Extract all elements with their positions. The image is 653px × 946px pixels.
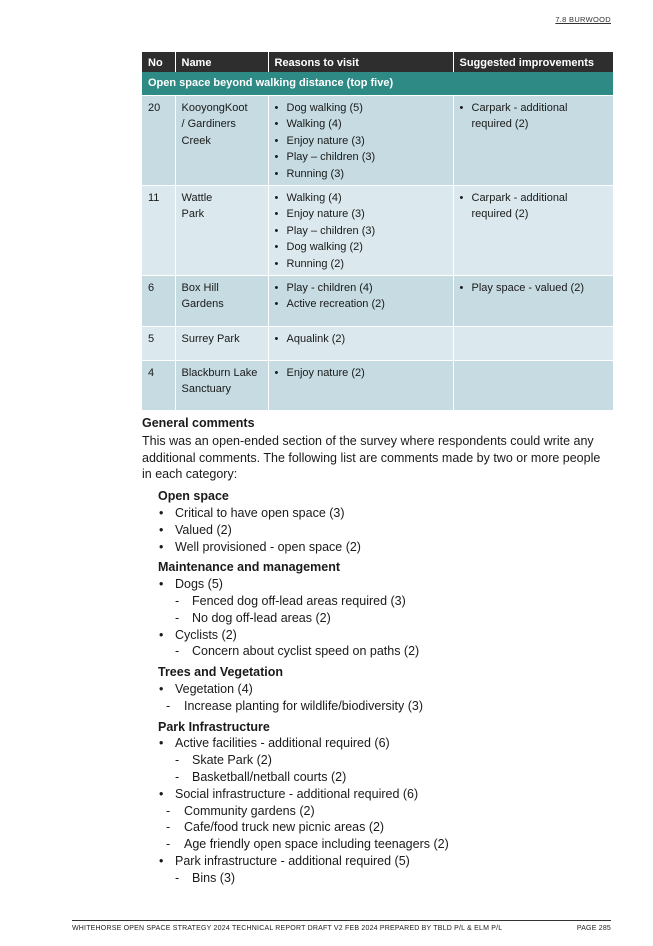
table-row [142,275,613,326]
list-item: • Social infrastructure - additional required (6) [142,786,612,803]
name-line: Park [181,208,205,221]
sub-list-item: - Cafe/food truck new picnic areas (2) [142,819,612,836]
reason-item: • Dog walking (5) [275,100,447,117]
column-header-reasons: Reasons to visit [268,52,453,72]
name-line: KooyongKoot [181,101,248,114]
cell-reasons [268,95,453,185]
cell-improvements [453,185,613,275]
list-item: • Active facilities - additional required (6) [142,735,612,752]
reason-item: • Running (2) [275,256,447,273]
reason-item: • Dog walking (2) [275,239,447,256]
section-row [142,72,613,95]
list-item: • Well provisioned - open space (2) [142,539,612,556]
cell-name [175,95,268,185]
cell-name [175,185,268,275]
cell-improvements [453,360,613,410]
open-space-list [142,505,612,555]
maintenance-heading: Maintenance and management [158,560,340,575]
table-row [142,185,613,275]
cell-reasons [268,275,453,326]
name-line: Gardens [181,298,224,311]
sub-list-item: - Community gardens (2) [142,803,612,820]
column-header-no: No [142,52,175,72]
cell-reasons [268,326,453,360]
improvement-item: • Carpark - additional required (2) [460,190,608,223]
maintenance-list [142,576,612,660]
reason-item: • Enjoy nature (2) [275,365,447,382]
footer-document-info: WHITEHORSE OPEN SPACE STRATEGY 2024 TECHNICAL REPORT DRAFT V2 FEB 2024 PREPARED BY TBLD P/L & ELM P/L [72,925,503,932]
table-row [142,326,613,360]
table-header-row [142,52,613,72]
general-comments-intro: This was an open-ended section of the survey where respondents could write any additional comments. The following list are comments made by two or more people in each category: [142,433,601,482]
reason-item: • Enjoy nature (3) [275,206,447,223]
reason-item: • Play – children (3) [275,223,447,240]
general-comments-title: General comments [142,416,255,430]
reason-item: • Running (3) [275,166,447,183]
table-row [142,360,613,410]
sub-list-item: - Age friendly open space including teenagers (2) [142,836,612,853]
list-item: • Vegetation (4) [142,681,612,698]
list-item: • Dogs (5) [142,576,612,593]
cell-improvements [453,95,613,185]
name-line: Surrey Park [181,332,240,345]
general-comments-section [142,415,612,887]
reason-item: • Play - children (4) [275,280,447,297]
name-line: Wattle [181,191,213,204]
open-space-heading: Open space [158,489,229,504]
trees-heading: Trees and Vegetation [158,665,284,680]
list-item: • Park infrastructure - additional required (5) [142,853,612,870]
reason-item: • Walking (4) [275,116,447,133]
list-item: • Valued (2) [142,522,612,539]
name-line: Box Hill [181,281,219,294]
column-header-name: Name [175,52,268,72]
cell-no: 4 [142,360,175,410]
reason-item: • Enjoy nature (3) [275,133,447,150]
reason-item: • Walking (4) [275,190,447,207]
page-number: PAGE 285 [576,925,611,932]
cell-reasons [268,360,453,410]
cell-name [175,326,268,360]
cell-reasons [268,185,453,275]
name-line: Blackburn Lake [181,366,258,379]
list-item: • Cyclists (2) [142,627,612,644]
page-footer [72,920,611,932]
infrastructure-list [142,735,612,886]
name-line: Sanctuary [181,383,232,396]
sub-list-item: - Bins (3) [142,870,612,887]
improvement-item: • Play space - valued (2) [460,280,608,297]
section-reference: 7.8 BURWOOD [555,15,611,24]
sub-list-item: - Basketball/netball courts (2) [142,769,612,786]
name-line: Creek [181,134,211,147]
sub-list-item: - Skate Park (2) [142,752,612,769]
list-item: • Critical to have open space (3) [142,505,612,522]
sub-list-item: - No dog off-lead areas (2) [142,610,612,627]
name-line: / Gardiners [181,118,236,131]
cell-no: 6 [142,275,175,326]
improvement-item: • Carpark - additional required (2) [460,100,608,133]
sub-list-item: - Fenced dog off-lead areas required (3) [142,593,612,610]
cell-name [175,275,268,326]
column-header-improvements: Suggested improvements [453,52,613,72]
infrastructure-heading: Park Infrastructure [158,719,270,734]
open-space-table [142,52,613,411]
cell-name [175,360,268,410]
reason-item: • Play – children (3) [275,149,447,166]
reason-item: • Active recreation (2) [275,296,447,313]
reason-item: • Aqualink (2) [275,331,447,348]
cell-improvements [453,326,613,360]
sub-list-item: - Concern about cyclist speed on paths (2) [142,643,612,660]
cell-improvements [453,275,613,326]
sub-list-item: - Increase planting for wildlife/biodiversity (3) [142,698,612,715]
section-label: Open space beyond walking distance (top five) [142,72,613,95]
cell-no: 20 [142,95,175,185]
table-row [142,95,613,185]
cell-no: 11 [142,185,175,275]
cell-no: 5 [142,326,175,360]
trees-list [142,681,612,715]
